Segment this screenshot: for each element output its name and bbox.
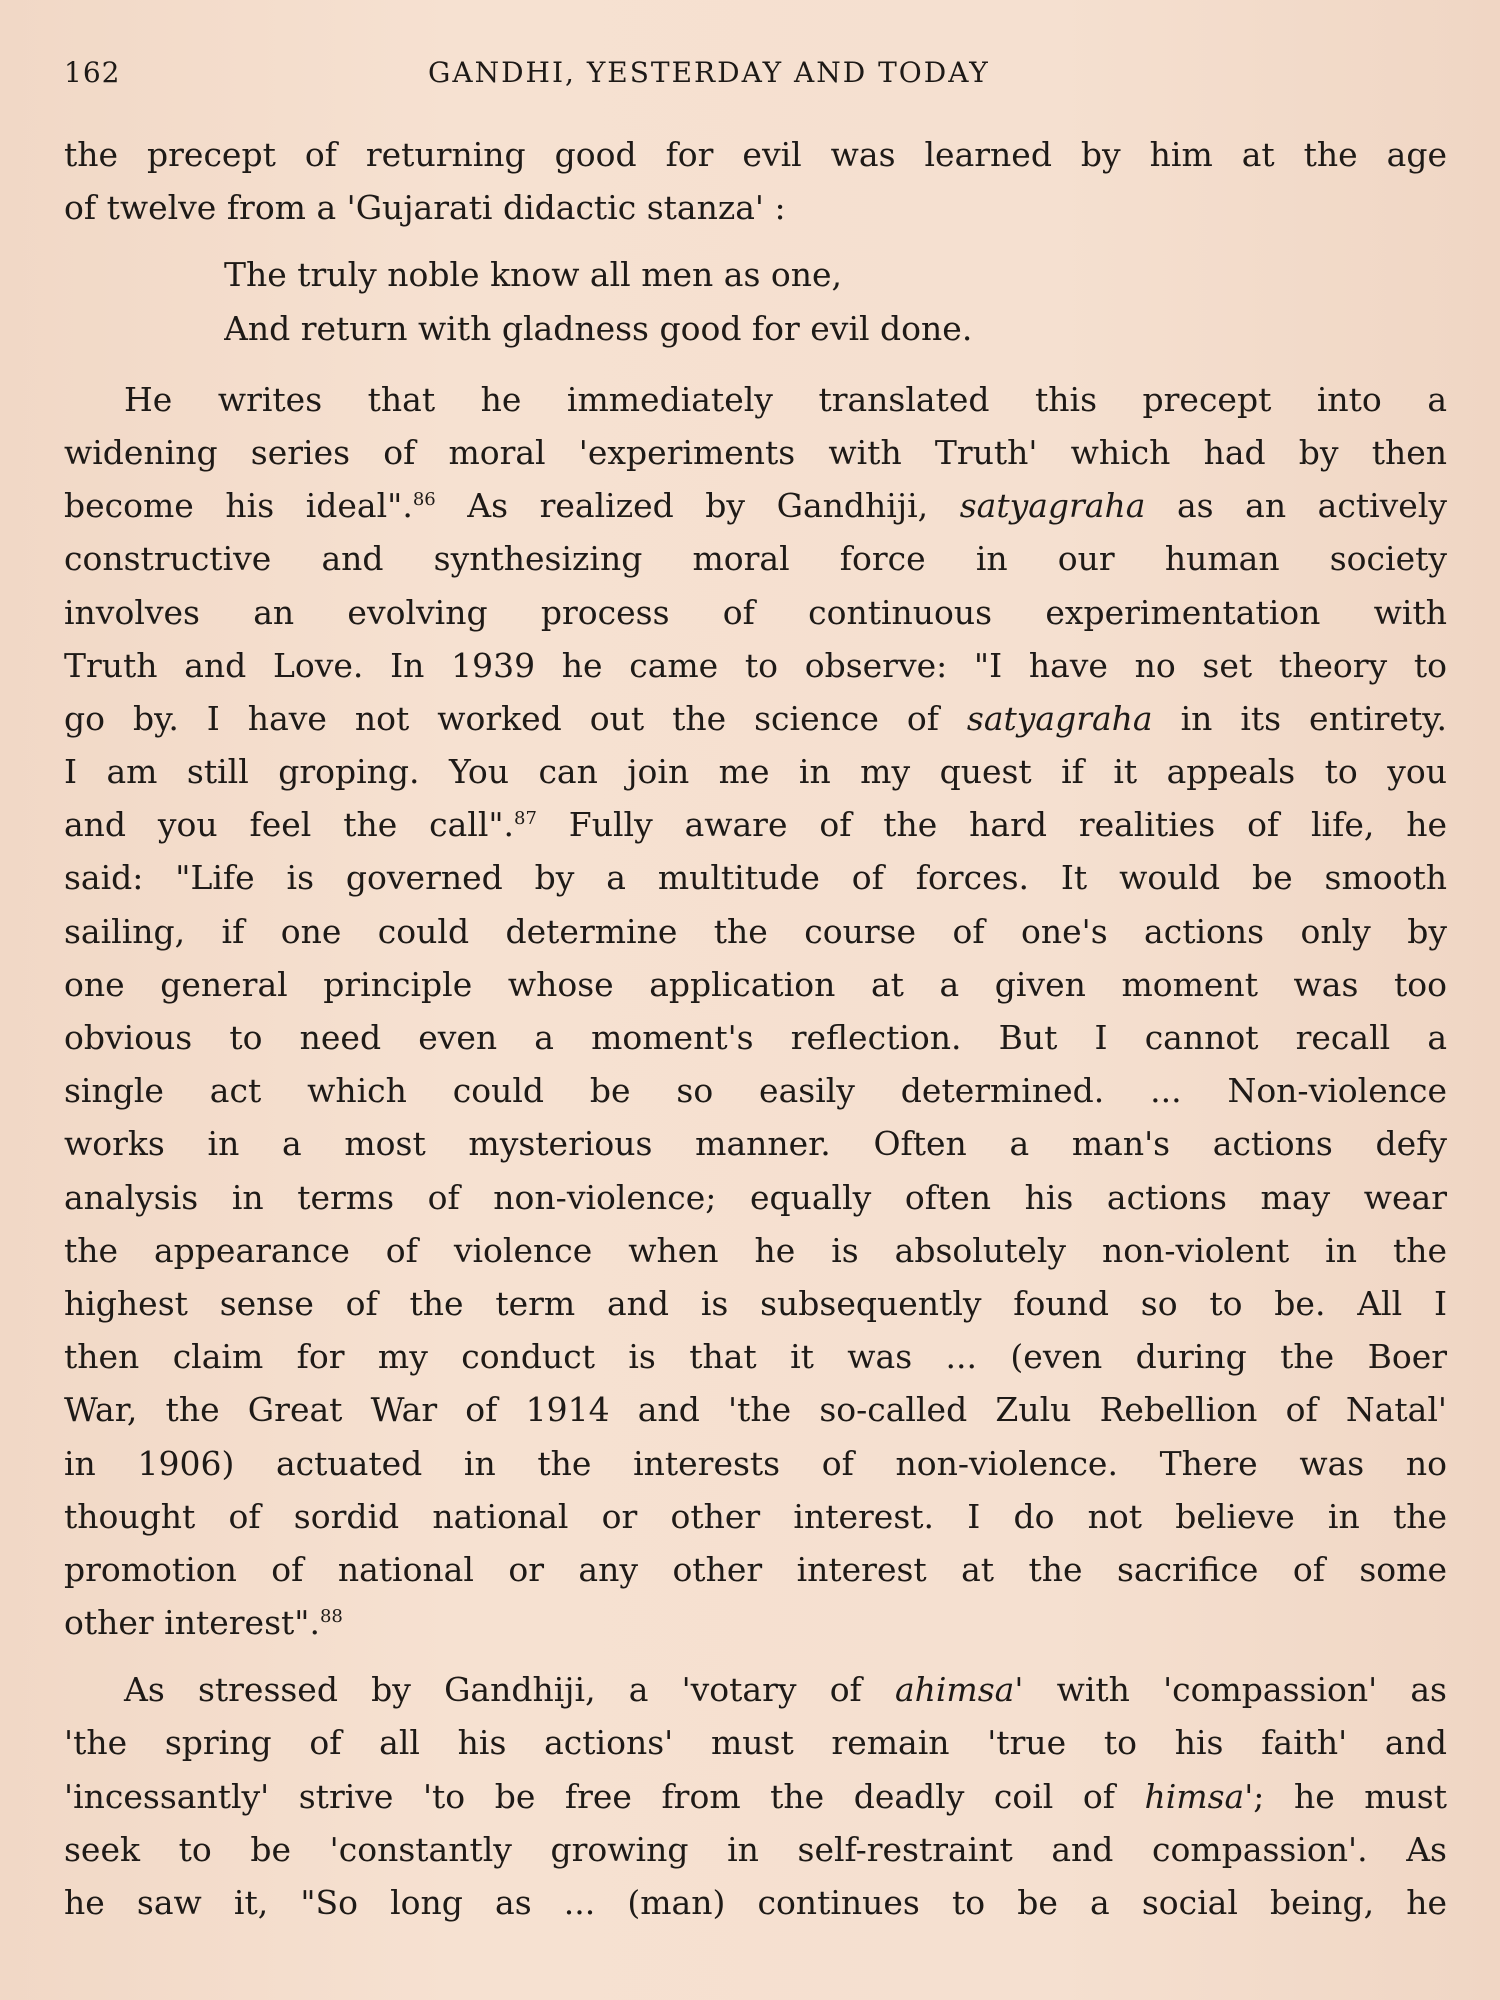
text-line: analysis in terms of non-violence; equally often his actions may wear xyxy=(64,1177,1447,1217)
text-line: he saw it, "So long as ... (man) continues to be a social being, he xyxy=(64,1883,1447,1922)
footnote-ref: 86 xyxy=(412,489,436,511)
text-segment: and you feel the call". xyxy=(64,805,515,845)
verse-quote xyxy=(64,248,1447,354)
text-line: the appearance of violence when he is absolutely non-violent in the xyxy=(64,1230,1447,1270)
text-line: seek to be 'constantly growing in self-restraint and compassion'. As xyxy=(64,1829,1447,1869)
text-line: thought of sordid national or other interest. I do not believe in the xyxy=(64,1496,1447,1536)
text-segment: other interest". xyxy=(64,1603,320,1643)
text-line: works in a most mysterious manner. Often a man's actions defy xyxy=(64,1124,1447,1164)
text-line: one general principle whose application at a given moment was too xyxy=(64,964,1447,1004)
text-line: constructive and synthesizing moral force in our human society xyxy=(64,539,1447,579)
text-line: involves an evolving process of continuous experimentation with xyxy=(64,592,1447,632)
text-line xyxy=(64,1770,1447,1823)
text-line: highest sense of the term and is subsequently found so to be. All I xyxy=(64,1283,1447,1323)
verse-line: And return with gladness good for evil done. xyxy=(224,308,973,348)
running-head: GANDHI, YESTERDAY AND TODAY xyxy=(428,56,990,89)
italic-term: ahimsa xyxy=(894,1670,1015,1710)
text-line: War, the Great War of 1914 and 'the so-called Zulu Rebellion of Natal' xyxy=(64,1390,1447,1430)
text-segment: '; he must xyxy=(1244,1776,1447,1816)
text-line: obvious to need even a moment's reflection. But I cannot recall a xyxy=(64,1018,1447,1057)
italic-term: satyagraha xyxy=(959,486,1146,526)
footnote-ref: 87 xyxy=(514,808,537,830)
text-segment: As stressed by Gandhiji, a 'votary of xyxy=(124,1670,895,1710)
italic-term: himsa xyxy=(1144,1776,1245,1816)
intro-paragraph xyxy=(64,128,1447,234)
text-line: of twelve from a 'Gujarati didactic stanza' : xyxy=(64,188,786,228)
text-line xyxy=(64,479,1447,532)
text-line: said: "Life is governed by a multitude of forces. It would be smooth xyxy=(64,858,1447,898)
text-line xyxy=(64,692,1447,745)
text-line: then claim for my conduct is that it was ... (even during the Boer xyxy=(64,1337,1447,1377)
text-segment: As realized by Gandhiji, xyxy=(435,486,960,526)
page-header xyxy=(64,56,1444,96)
text-line: Truth and Love. In 1939 he came to observe: "I have no set theory to xyxy=(64,645,1447,685)
text-segment: become his ideal". xyxy=(64,486,413,526)
text-line xyxy=(64,1596,1447,1649)
text-segment: in its entirety. xyxy=(1152,698,1447,738)
text-line: promotion of national or any other interest at the sacrifice of some xyxy=(64,1549,1447,1589)
italic-term: satyagraha xyxy=(966,698,1153,738)
body-text xyxy=(64,128,1447,1943)
text-segment: as an actively xyxy=(1145,486,1447,526)
text-line: the precept of returning good for evil was learned by him at the age xyxy=(64,135,1447,174)
text-line: I am still groping. You can join me in my quest if it appeals to you xyxy=(64,752,1447,792)
text-line: single act which could be so easily determined. ... Non-violence xyxy=(64,1071,1447,1111)
paragraph-2 xyxy=(64,1663,1447,1929)
text-line: sailing, if one could determine the course of one's actions only by xyxy=(64,911,1447,951)
text-segment: ' with 'compassion' as xyxy=(1014,1670,1447,1710)
footnote-ref: 88 xyxy=(319,1606,343,1628)
text-line: in 1906) actuated in the interests of non-violence. There was no xyxy=(64,1443,1447,1483)
page-number: 162 xyxy=(64,56,121,89)
text-line xyxy=(64,798,1447,851)
paragraph-1 xyxy=(64,373,1447,1650)
text-line: He writes that he immediately translated this precept into a xyxy=(124,379,1447,419)
verse-line: The truly noble know all men as one, xyxy=(224,255,843,295)
text-segment: 'incessantly' strive 'to be free from the deadly coil of xyxy=(64,1776,1145,1816)
text-segment: go by. I have not worked out the science of xyxy=(64,698,967,738)
text-segment: Fully aware of the hard realities of life, he xyxy=(536,805,1447,845)
text-line xyxy=(64,1663,1447,1716)
text-line: widening series of moral 'experiments with Truth' which had by then xyxy=(64,432,1447,472)
text-line: 'the spring of all his actions' must remain 'true to his faith' and xyxy=(64,1723,1447,1763)
